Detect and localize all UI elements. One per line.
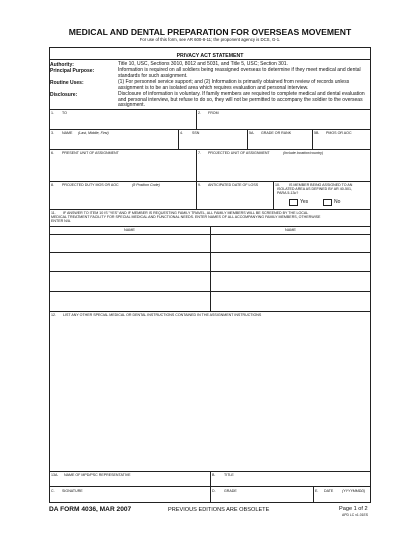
rep-title-field[interactable] [211, 478, 370, 485]
present-unit-field[interactable] [50, 156, 195, 180]
principal-purpose-label: Principal Purpose: [50, 68, 95, 74]
divider [49, 149, 371, 150]
isolated-question-line-1: IS MEMBER BEING ASSIGNED TO AN [289, 183, 353, 187]
divider [273, 181, 274, 209]
date-field[interactable] [314, 494, 370, 502]
divider [49, 311, 371, 312]
projected-mos-field[interactable] [50, 188, 195, 208]
item-2-number: 2. [198, 111, 201, 115]
item-5a-number: 5A. [249, 131, 255, 135]
item-5b-number: 5B. [314, 131, 320, 135]
name-field[interactable] [50, 136, 177, 148]
authority-label: Authority: [50, 62, 74, 68]
routine-uses-label: Routine Uses: [50, 80, 84, 86]
apd-version: APD LC v1.01ES [342, 513, 369, 517]
divider [49, 59, 371, 60]
present-unit-label: PRESENT UNIT OF ASSIGNMENT [62, 151, 119, 155]
projected-unit-hint: (Include location/country) [283, 151, 324, 155]
divider [49, 129, 371, 130]
isolated-question-line-2: ISOLATED AREA AS DEFINED BY AR 40-501, [277, 187, 352, 191]
routine-uses-text: (1) For personnel service support; and (2) Information is primarily obtained from review of records unless assignment is to be an isolated area which requires evaluation and personal interview. [118, 79, 350, 91]
no-checkbox[interactable] [323, 199, 332, 206]
signature-label: SIGNATURE [62, 489, 83, 493]
rep-title-label: TITLE [224, 473, 234, 477]
family-member-name-field[interactable] [50, 272, 209, 290]
principal-purpose-text: Information is required on all soldiers being reassigned overseas to determine if they meet medical and dental standards for such assignment. [118, 67, 361, 79]
projected-unit-field[interactable] [197, 156, 370, 180]
item-13e-number: E. [315, 489, 319, 493]
divider [49, 209, 371, 210]
item-13d-number: D. [212, 489, 216, 493]
disclosure-label: Disclosure: [50, 92, 78, 98]
loss-date-field[interactable] [197, 188, 272, 208]
family-member-name-field[interactable] [211, 235, 370, 251]
family-name-column-header-left: NAME [124, 228, 135, 232]
form-title: MEDICAL AND DENTAL PREPARATION FOR OVERSEAS MOVEMENT [68, 27, 352, 37]
projected-unit-label: PROJECTED UNIT OF ASSIGNMENT [208, 151, 270, 155]
from-field[interactable] [197, 116, 370, 128]
family-member-name-field[interactable] [50, 292, 209, 310]
item-11-number: 11. [51, 211, 56, 215]
rep-grade-field[interactable] [211, 494, 312, 502]
signature-field[interactable] [50, 494, 209, 502]
date-label: DATE [324, 489, 334, 493]
item-11-line-2: MEDICAL TREATMENT FACILITY FOR SPECIAL MEDICAL AND FUNCTIONAL NEEDS. ENTER NAMES OF ALL ACCOMPANYING FAMILY MEMBERS, OTHERWISE [51, 215, 321, 219]
name-hint: (Last, Middle, First) [78, 131, 109, 135]
item-3-number: 3. [51, 131, 54, 135]
yes-checkbox[interactable] [289, 199, 298, 206]
pmos-field[interactable] [313, 136, 370, 148]
pmos-label: PMOS OR AOC [326, 131, 352, 135]
item-11-line-3: ENTER N/A. [51, 219, 72, 223]
item-13a-number: 13A. [51, 473, 59, 477]
page-number: Page 1 of 2 [339, 506, 368, 512]
to-field[interactable] [50, 116, 195, 128]
family-member-name-field[interactable] [50, 235, 209, 251]
obsolete-notice: PREVIOUS EDITIONS ARE OBSOLETE [168, 507, 270, 513]
item-13c-number: C. [51, 489, 55, 493]
disclosure-text: Disclosure of information is voluntary. If family members are required to complete medical and dental evaluation and personal interview, but refuse to do so, they will not be permitted to accompany the soldier to the overseas assignment. [118, 91, 365, 109]
special-instructions-field[interactable] [50, 319, 370, 470]
family-member-name-field[interactable] [211, 272, 370, 290]
item-7-number: 7. [198, 151, 201, 155]
projected-mos-label: PROJECTED DUTY MOS OR AOC [62, 183, 119, 187]
privacy-act-heading: PRIVACY ACT STATEMENT [176, 53, 244, 59]
no-label: No [334, 199, 341, 205]
projected-mos-hint: (8 Position Code) [132, 183, 160, 187]
rep-name-field[interactable] [50, 478, 209, 485]
form-number: DA FORM 4036, MAR 2007 [49, 506, 132, 513]
family-member-name-field[interactable] [211, 253, 370, 270]
ssn-field[interactable] [179, 136, 246, 148]
item-9-number: 9. [198, 183, 201, 187]
item-10-number: 10. [275, 183, 280, 187]
family-member-name-field[interactable] [50, 253, 209, 270]
item-12-label: LIST ANY OTHER SPECIAL MEDICAL OR DENTAL INSTRUCTIONS CONTAINED IN THE ASSIGNMENT INSTRUCTIONS [63, 313, 262, 317]
item-1-number: 1. [51, 111, 54, 115]
authority-text: Title 10, USC, Sections 3010, 8012 and 5031, and Title 5, USC; Section 301. [118, 61, 288, 67]
item-6-number: 6. [51, 151, 54, 155]
date-hint: (YYYYMMDD) [342, 489, 366, 493]
rep-name-label: NAME OF MPD/PSC REPRESENTATIVE [64, 473, 131, 477]
item-4-number: 4. [180, 131, 183, 135]
item-13b-number: B. [212, 473, 216, 477]
yes-label: Yes [300, 199, 309, 205]
loss-date-label: ANTICIPATED DATE OF LOSS [208, 183, 259, 187]
item-12-number: 12. [51, 313, 56, 317]
item-8-number: 8. [51, 183, 54, 187]
form-subtitle: For use of this form, see AR 600-8-11; the proponent agency is DCS, G-1. [139, 37, 281, 42]
isolated-question-line-3: PARA 5-13c? [277, 191, 299, 195]
grade-label: GRADE OR RANK [261, 131, 292, 135]
family-name-column-header-right: NAME [285, 228, 296, 232]
grade-field[interactable] [248, 136, 311, 148]
item-11-line-1: IF ANSWER TO ITEM 10 IS "YES" AND IF MEMBER IS REQUESTING FAMILY TRAVEL, ALL FAMILY MEMBERS WILL BE SCREENED BY THE LOCAL [63, 211, 309, 215]
family-member-name-field[interactable] [211, 292, 370, 310]
ssn-label: SSN [192, 131, 200, 135]
divider [49, 181, 371, 182]
divider [49, 109, 371, 110]
name-label: NAME [62, 131, 73, 135]
from-label: FROM [208, 111, 219, 115]
to-label: TO [62, 111, 67, 115]
rep-grade-label: GRADE [224, 489, 237, 493]
